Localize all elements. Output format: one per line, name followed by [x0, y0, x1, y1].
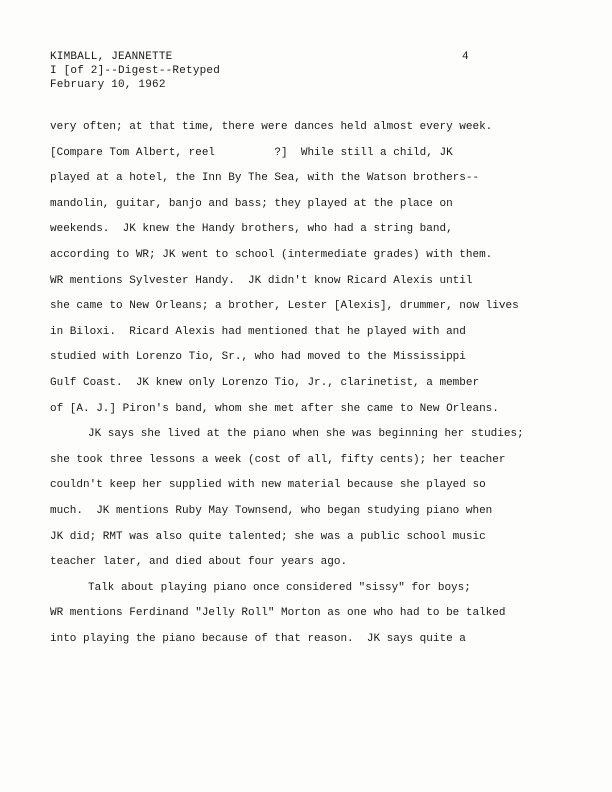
text-line: much. JK mentions Ruby May Townsend, who began studying piano when: [50, 504, 493, 517]
text-line: teacher later, and died about four years ago.: [50, 556, 348, 569]
page-number: 4: [462, 51, 469, 63]
text-line: she came to New Orleans; a brother, Lester [Alexis], drummer, now lives: [50, 300, 519, 313]
text-line: mandolin, guitar, banjo and bass; they played at the place on: [50, 197, 453, 210]
text-line: of [A. J.] Piron's band, whom she met after she came to New Orleans.: [50, 402, 499, 415]
text-line: WR mentions Sylvester Handy. JK didn't know Ricard Alexis until: [50, 274, 473, 287]
text-line: Talk about playing piano once considered "sissy" for boys;: [88, 581, 471, 594]
reel-info: I [of 2]--Digest--Retyped: [50, 65, 221, 77]
text-line: according to WR; JK went to school (intermediate grades) with them.: [50, 248, 493, 261]
text-line: WR mentions Ferdinand "Jelly Roll" Morton as one who had to be talked: [50, 607, 506, 620]
body-text: [50, 120, 580, 657]
text-line: JK did; RMT was also quite talented; she was a public school music: [50, 530, 486, 543]
text-line: played at a hotel, the Inn By The Sea, with the Watson brothers--: [50, 172, 480, 185]
text-line: very often; at that time, there were dances held almost every week.: [50, 121, 493, 133]
text-line: JK says she lived at the piano when she was beginning her studies;: [88, 428, 524, 441]
interviewee-name: KIMBALL, JEANNETTE: [50, 51, 173, 63]
text-line: studied with Lorenzo Tio, Sr., who had moved to the Mississippi: [50, 351, 466, 364]
text-line: into playing the piano because of that reason. JK says quite a: [50, 632, 466, 645]
interview-date: February 10, 1962: [50, 79, 166, 91]
text-line: in Biloxi. Ricard Alexis had mentioned that he played with and: [50, 325, 466, 338]
text-line: weekends. JK knew the Handy brothers, who had a string band,: [50, 223, 453, 236]
text-line: [Compare Tom Albert, reel ?] While still a child, JK: [50, 146, 453, 159]
text-line: couldn't keep her supplied with new material because she played so: [50, 479, 486, 492]
text-line: Gulf Coast. JK knew only Lorenzo Tio, Jr., clarinetist, a member: [50, 376, 480, 389]
text-line: she took three lessons a week (cost of all, fifty cents); her teacher: [50, 453, 506, 466]
document-header: [50, 50, 220, 92]
